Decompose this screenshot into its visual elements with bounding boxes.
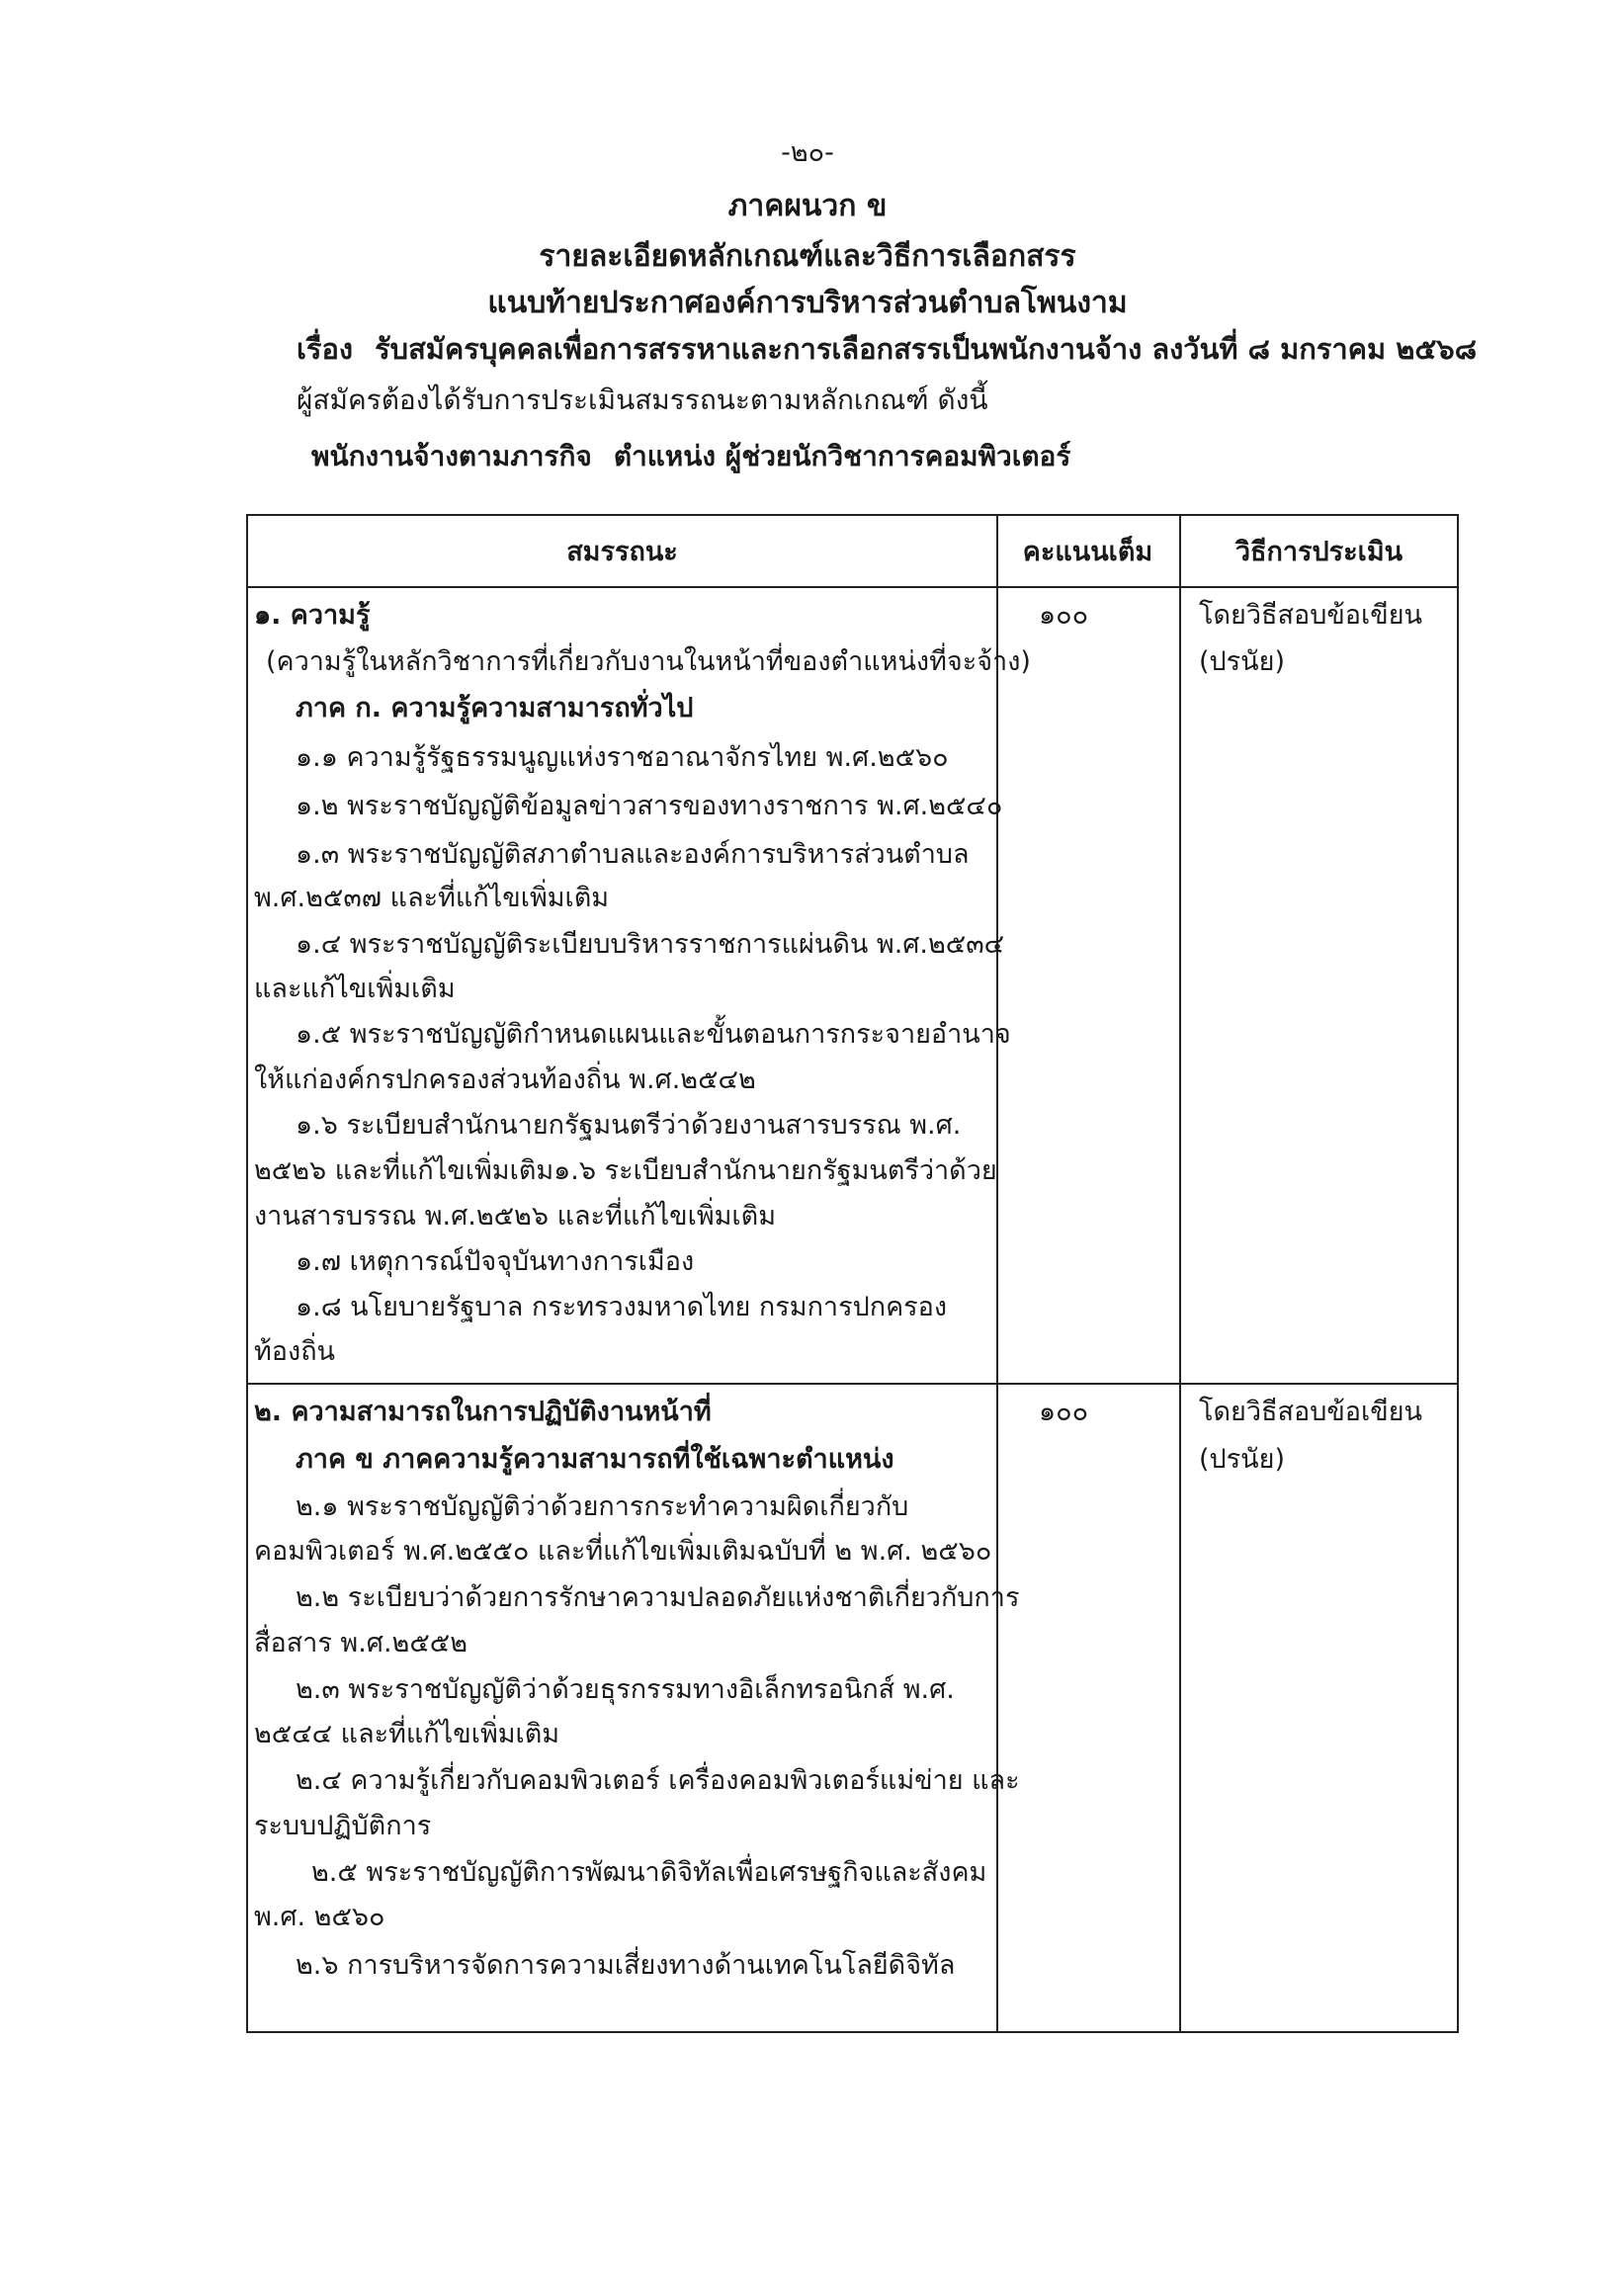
intro-text: ผู้สมัครต้องได้รับการประเมินสมรรถนะตามหลักเกณฑ์ ดังนี้ bbox=[297, 383, 988, 416]
subject-label: เรื่อง bbox=[297, 332, 354, 366]
section1-method: โดยวิธีสอบข้อเขียน bbox=[1199, 600, 1422, 631]
section2-line: ๒.๔ ความรู้เกี่ยวกับคอมพิวเตอร์ เครื่องคอมพิวเตอร์แม่ข่าย และ bbox=[296, 1765, 1020, 1796]
section2-line: ๒.๕ พระราชบัญญัติการพัฒนาดิจิทัลเพื่อเศรษฐกิจและสังคม bbox=[311, 1857, 987, 1888]
section1-line: ๑.๔ พระราชบัญญัติระเบียบบริหารราชการแผ่นดิน พ.ศ.๒๕๓๔ bbox=[296, 929, 1005, 960]
section1-line: ๑.๒ พระราชบัญญัติข้อมูลข่าวสารของทางราชการ พ.ศ.๒๕๔๐ bbox=[296, 791, 1003, 821]
section1-line: ท้องถิ่น bbox=[254, 1336, 336, 1367]
section1-part: ภาค ก. ความรู้ความสามารถทั่วไป bbox=[296, 693, 694, 723]
heading-line-2: รายละเอียดหลักเกณฑ์และวิธีการเลือกสรร bbox=[539, 239, 1076, 274]
section2-line: พ.ศ. ๒๕๖๐ bbox=[254, 1902, 385, 1932]
competency-table bbox=[246, 514, 1459, 2033]
position-title: ตำแหน่ง ผู้ช่วยนักวิชาการคอมพิวเตอร์ bbox=[613, 440, 1071, 472]
section2-part: ภาค ข ภาคความรู้ความสามารถที่ใช้เฉพาะตำแหน่ง bbox=[296, 1444, 894, 1475]
header-divider bbox=[248, 586, 1457, 588]
section2-line: ๒.๓ พระราชบัญญัติว่าด้วยธุรกรรมทางอิเล็กทรอนิกส์ พ.ศ. bbox=[296, 1674, 955, 1705]
section1-line: ๑.๗ เหตุการณ์ปัจจุบันทางการเมือง bbox=[296, 1246, 695, 1277]
section1-line: งานสารบรรณ พ.ศ.๒๕๒๖ และที่แก้ไขเพิ่มเติม bbox=[254, 1201, 776, 1232]
page-number: -๒๐- bbox=[781, 137, 834, 168]
header-method: วิธีการประเมิน bbox=[1234, 537, 1403, 567]
appendix-title: ภาคผนวก ข bbox=[727, 189, 888, 223]
section1-line: ๑.๘ นโยบายรัฐบาล กระทรวงมหาดไทย กรมการปกครอง bbox=[296, 1292, 948, 1322]
section2-method-type: (ปรนัย) bbox=[1199, 1444, 1285, 1475]
section2-line: ๒.๒ ระเบียบว่าด้วยการรักษาความปลอดภัยแห่งชาติเกี่ยวกับการ bbox=[296, 1582, 1020, 1613]
section2-line: ๒.๖ การบริหารจัดการความเสี่ยงทางด้านเทคโนโลยีดิจิทัล bbox=[296, 1950, 956, 1981]
header-competency: สมรรถนะ bbox=[566, 537, 678, 567]
section2-line: คอมพิวเตอร์ พ.ศ.๒๕๕๐ และที่แก้ไขเพิ่มเติมฉบับที่ ๒ พ.ศ. ๒๕๖๐ bbox=[254, 1536, 992, 1567]
position-line bbox=[311, 435, 1070, 478]
section1-line: และแก้ไขเพิ่มเติม bbox=[254, 974, 456, 1004]
section2-line: ๒.๑ พระราชบัญญัติว่าด้วยการกระทำความผิดเกี่ยวกับ bbox=[296, 1491, 909, 1522]
section1-line: ๑.๓ พระราชบัญญัติสภาตำบลและองค์การบริหารส่วนตำบล bbox=[296, 839, 970, 870]
section2-line: สื่อสาร พ.ศ.๒๕๕๒ bbox=[254, 1628, 468, 1658]
section1-line: ให้แก่องค์กรปกครองส่วนท้องถิ่น พ.ศ.๒๕๔๒ bbox=[254, 1064, 756, 1095]
section1-line: ๑.๖ ระเบียบสำนักนายกรัฐมนตรีว่าด้วยงานสารบรรณ พ.ศ. bbox=[296, 1110, 962, 1141]
section2-line: ๒๕๔๔ และที่แก้ไขเพิ่มเติม bbox=[254, 1719, 560, 1749]
subject-line bbox=[297, 326, 1477, 372]
section2-score: ๑๐๐ bbox=[1039, 1397, 1089, 1427]
section1-line: ๑.๕ พระราชบัญญัติกำหนดแผนและขั้นตอนการกระจายอำนาจ bbox=[296, 1019, 1011, 1050]
section1-title: ๑. ความรู้ bbox=[254, 600, 371, 631]
column-divider bbox=[996, 516, 998, 2031]
section1-line: พ.ศ.๒๕๓๗ และที่แก้ไขเพิ่มเติม bbox=[254, 883, 610, 913]
section1-line: ๑.๑ ความรู้รัฐธรรมนูญแห่งราชอาณาจักรไทย พ.ศ.๒๕๖๐ bbox=[296, 742, 949, 773]
position-type: พนักงานจ้างตามภารกิจ bbox=[311, 440, 592, 472]
section1-line: ๒๕๒๖ และที่แก้ไขเพิ่มเติม๑.๖ ระเบียบสำนักนายกรัฐมนตรีว่าด้วย bbox=[254, 1155, 997, 1186]
heading-line-3: แนบท้ายประกาศองค์การบริหารส่วนตำบลโพนงาม bbox=[487, 286, 1128, 320]
section2-method: โดยวิธีสอบข้อเขียน bbox=[1199, 1397, 1422, 1427]
section2-line: ระบบปฏิบัติการ bbox=[254, 1811, 432, 1841]
section1-note: (ความรู้ในหลักวิชาการที่เกี่ยวกับงานในหน้าที่ของตำแหน่งที่จะจ้าง) bbox=[266, 646, 1031, 677]
column-divider bbox=[1179, 516, 1181, 2031]
section1-method-type: (ปรนัย) bbox=[1199, 646, 1285, 677]
section2-title: ๒. ความสามารถในการปฏิบัติงานหน้าที่ bbox=[254, 1397, 712, 1427]
row-divider bbox=[248, 1383, 1457, 1385]
header-full-score: คะแนนเต็ม bbox=[1022, 537, 1153, 567]
section1-score: ๑๐๐ bbox=[1039, 600, 1089, 631]
subject-text: รับสมัครบุคคลเพื่อการสรรหาและการเลือกสรรเป็นพนักงานจ้าง ลงวันที่ ๘ มกราคม ๒๕๖๘ bbox=[375, 332, 1478, 366]
